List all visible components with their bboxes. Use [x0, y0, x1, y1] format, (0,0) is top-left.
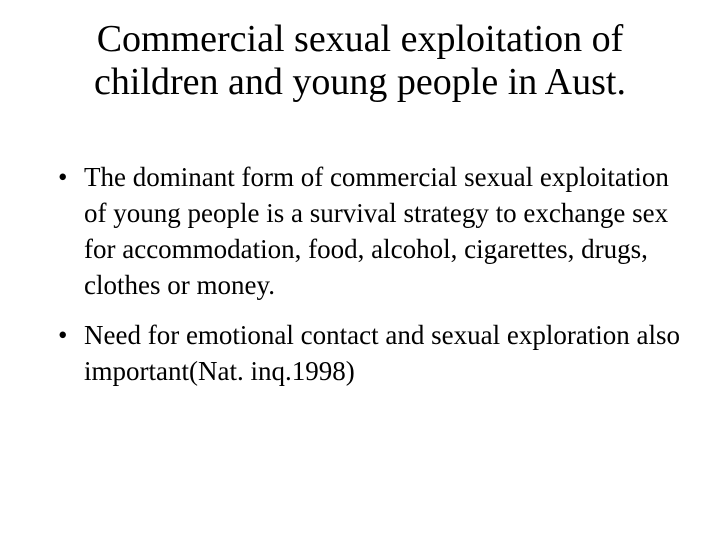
list-item [30, 318, 690, 390]
bullet-point-icon: • [58, 319, 68, 350]
bullet-point-icon: • [58, 162, 68, 192]
list-item-text: The dominant form of commercial sexual exploitation of young people is a survival strategy to exchange sex for accommodation, food, alcohol, cigarettes, drugs, clothes or money. [84, 162, 669, 300]
page-title: Commercial sexual exploitation of children and young people in Aust. [94, 18, 626, 103]
list-item-text: Need for emotional contact and sexual exploration also important(Nat. inq.1998) [84, 319, 681, 386]
slide-body [30, 160, 690, 389]
list-item [30, 160, 690, 304]
bullet-list [30, 160, 690, 389]
